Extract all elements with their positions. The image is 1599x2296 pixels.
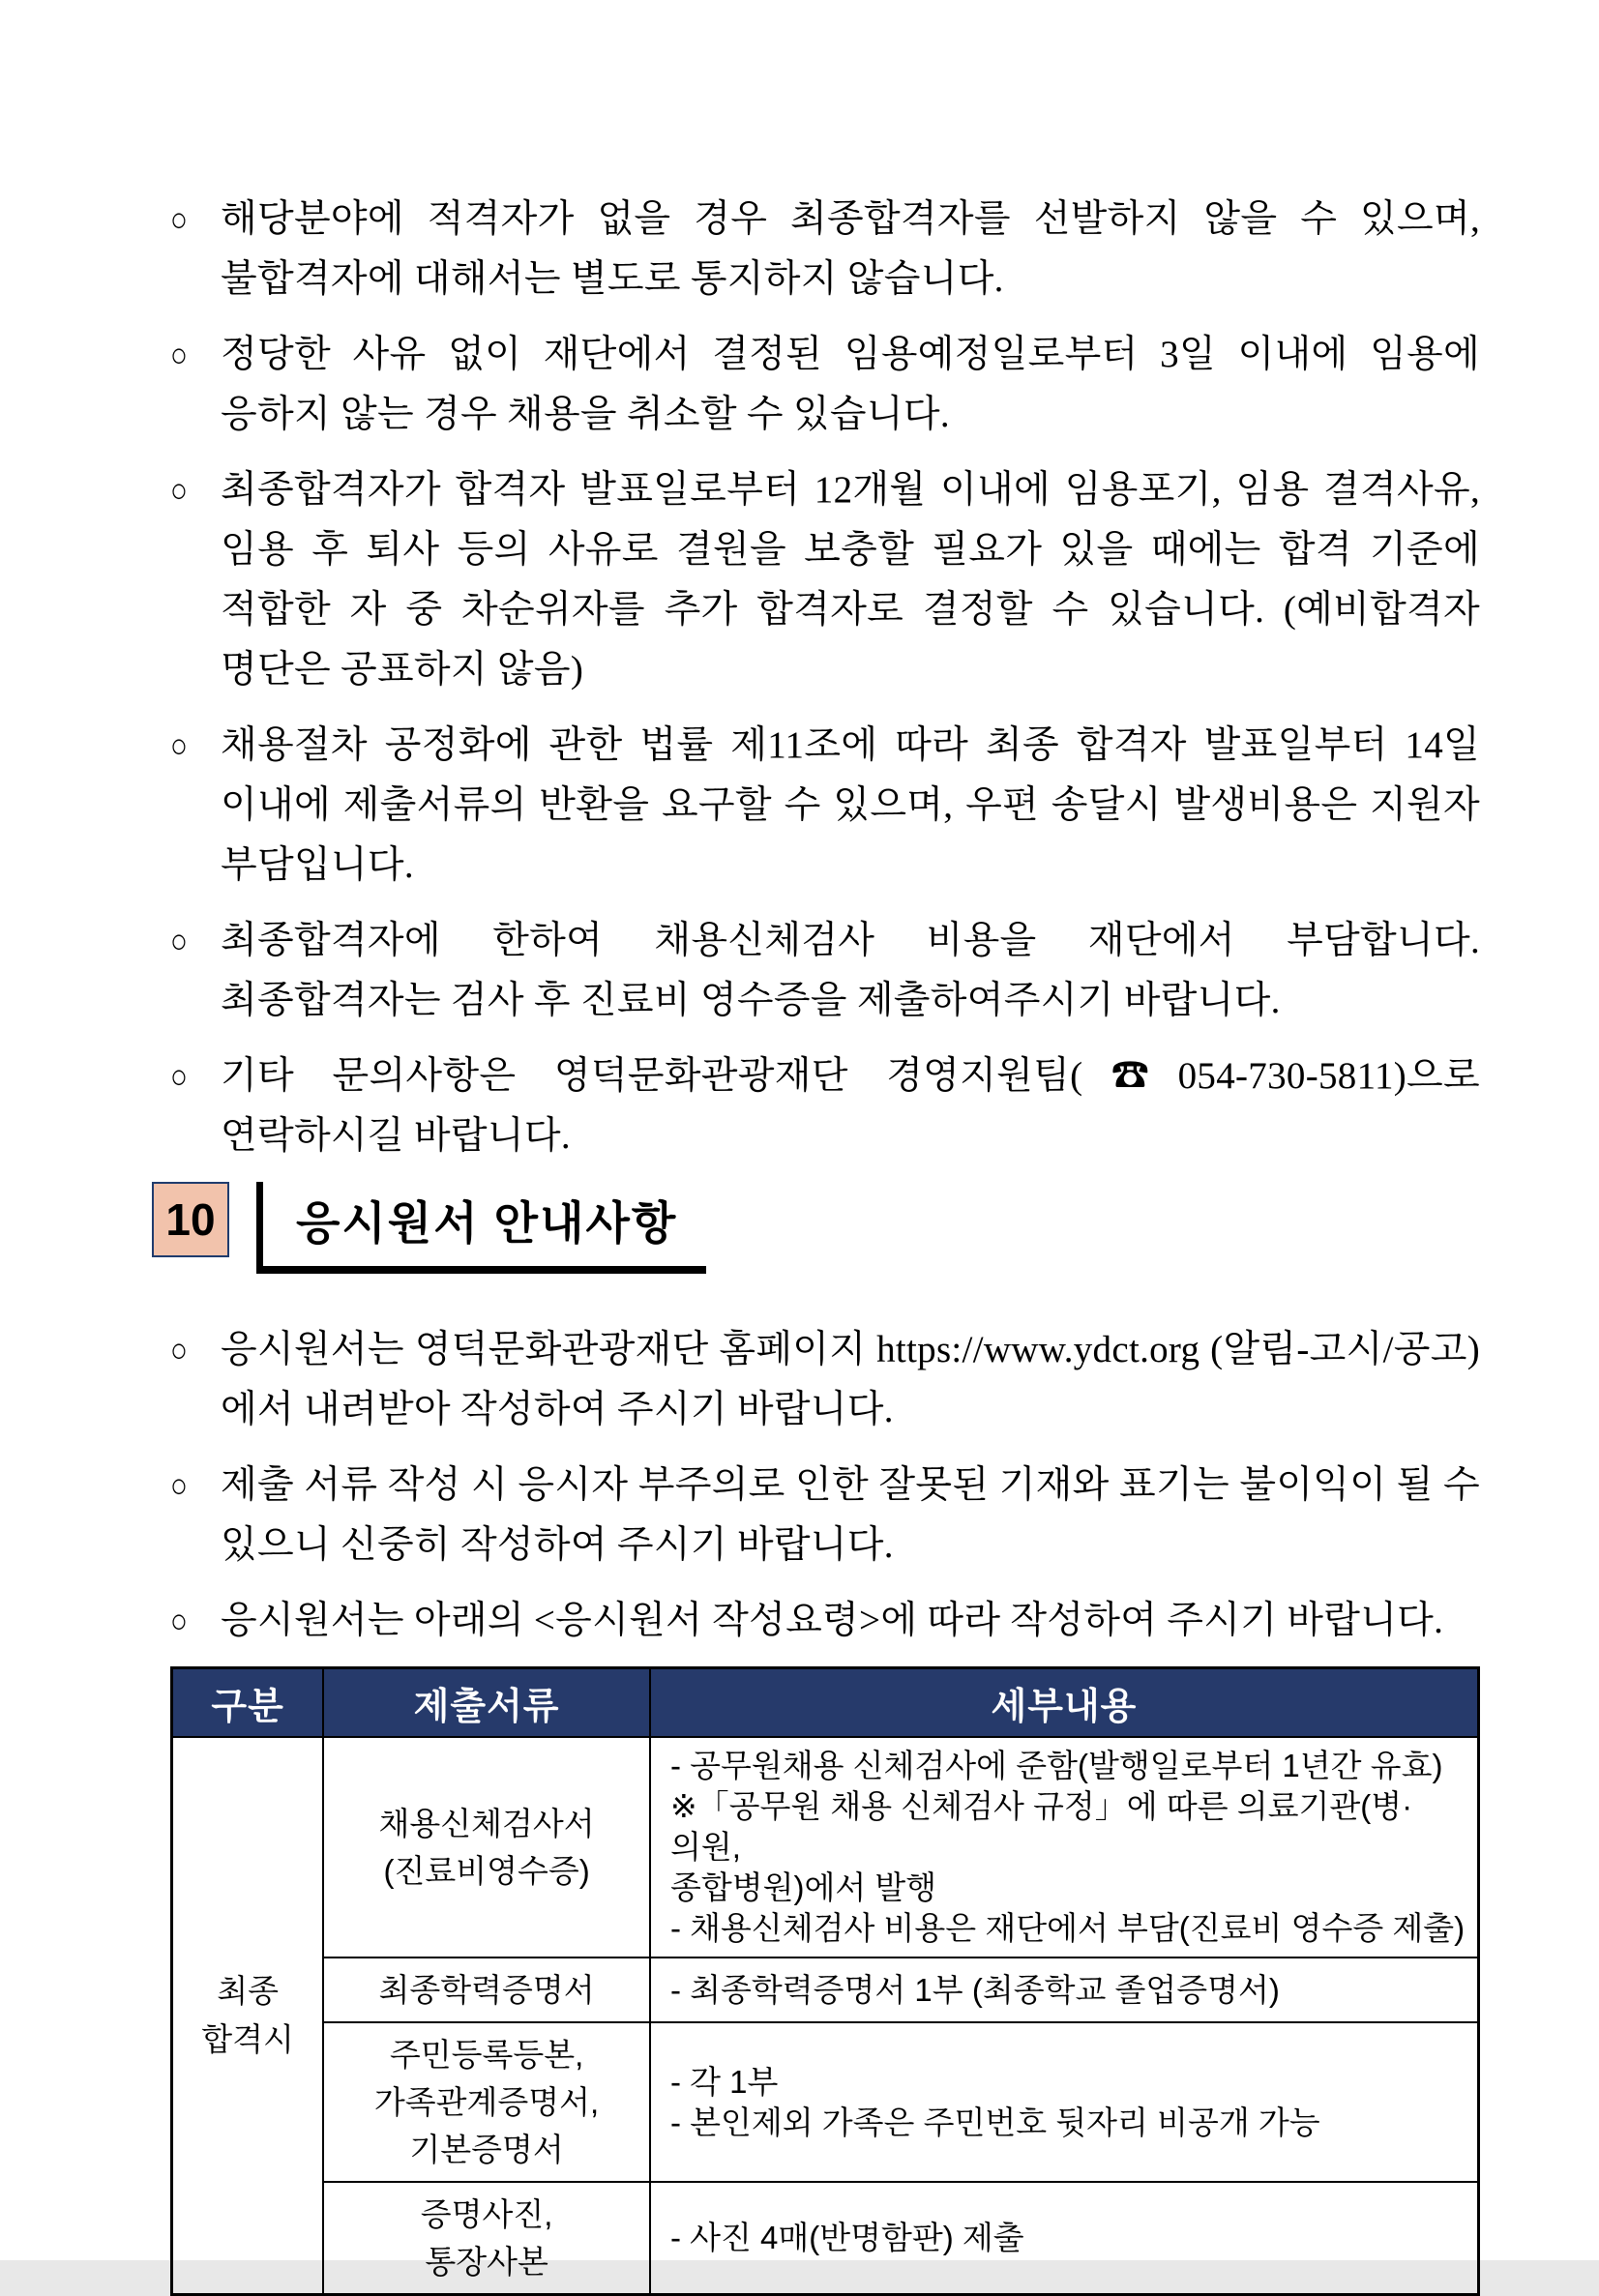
table-cell-document	[323, 2182, 650, 2295]
table-cell-details	[650, 2022, 1479, 2182]
instruction-item	[170, 1591, 1480, 1651]
section-number: 10	[165, 1194, 216, 1245]
instruction-text: 응시원서는 영덕문화관광재단 홈페이지 https://www.ydct.org (알림-고시/공고)에서 내려받아 작성하여 주시기 바랍니다.	[221, 1329, 1480, 1430]
table-row	[172, 1737, 1479, 1957]
document-line: 가족관계증명서,	[373, 2084, 600, 2120]
table-header-documents: 제출서류	[323, 1668, 650, 1738]
circle-bullet-icon: ○	[170, 922, 188, 960]
section-title: 응시원서 안내사항	[263, 1182, 706, 1274]
notice-text: 정당한 사유 없이 재단에서 결정된 임용예정일로부터 3일 이내에 임용에 응하지 않는 경우 채용을 취소할 수 있습니다.	[221, 334, 1480, 435]
section-title-rule	[256, 1182, 706, 1274]
circle-bullet-icon: ○	[170, 1057, 188, 1096]
table-header-details: 세부내용	[650, 1668, 1479, 1738]
circle-bullet-icon: ○	[170, 200, 188, 239]
notice-text: 기타 문의사항은 영덕문화관광재단 경영지원팀(☎054-730-5811)으로 연락하시길 바랍니다.	[221, 1055, 1480, 1157]
notice-text: 최종합격자가 합격자 발표일로부터 12개월 이내에 임용포기, 임용 결격사유, 임용 후 퇴사 등의 사유로 결원을 보충할 필요가 있을 때에는 합격 기준에 적합한 자 중 차순위자를 추가 합격자로 결정할 수 있습니다. (예비합격자 명단은 공표하지 않음)	[221, 469, 1480, 691]
circle-bullet-icon: ○	[170, 471, 188, 510]
table-cell-details	[650, 1957, 1479, 2022]
instruction-text: 제출 서류 작성 시 응시자 부주의로 인한 잘못된 기재와 표기는 불이익이 될 수 있으니 신중히 작성하여 주시기 바랍니다.	[221, 1464, 1480, 1566]
detail-line: - 최종학력증명서 1부 (최종학교 졸업증명서)	[669, 1971, 1280, 2008]
detail-line: - 채용신체검사 비용은 재단에서 부담(진료비 영수증 제출)	[669, 1910, 1466, 1946]
circle-bullet-icon: ○	[170, 1331, 188, 1369]
document-line: 기본증명서	[409, 2132, 564, 2167]
notice-item	[170, 325, 1480, 445]
instruction-item	[170, 1456, 1480, 1575]
notice-text: 해당분야에 적격자가 없을 경우 최종합격자를 선발하지 않을 수 있으며, 불합격자에 대해서는 별도로 통지하지 않습니다.	[221, 198, 1480, 300]
notice-item	[170, 190, 1480, 309]
section-number-badge	[152, 1182, 229, 1257]
detail-line: - 사진 4매(반명함판) 제출	[669, 2220, 1024, 2255]
table-cell-details	[650, 1737, 1479, 1957]
table-cell-details	[650, 2182, 1479, 2295]
circle-bullet-icon: ○	[170, 1466, 188, 1505]
table-row	[172, 1957, 1479, 2022]
document-line: 채용신체검사서	[378, 1806, 595, 1841]
table-header-category: 구분	[172, 1668, 324, 1738]
notice-item	[170, 1046, 1480, 1166]
table-header-row	[172, 1668, 1479, 1738]
section-header	[152, 1182, 1480, 1274]
instruction-item	[170, 1320, 1480, 1440]
table-row	[172, 2022, 1479, 2182]
document-line: 주민등록등본,	[389, 2037, 584, 2073]
notice-list	[170, 190, 1480, 1166]
notice-text: 채용절차 공정화에 관한 법률 제11조에 따라 최종 합격자 발표일부터 14일 이내에 제출서류의 반환을 요구할 수 있으며, 우편 송달시 발생비용은 지원자 부담입니다.	[221, 724, 1480, 886]
table-cell-document	[323, 1957, 650, 2022]
group-label-line: 합격시	[201, 2021, 294, 2057]
circle-bullet-icon: ○	[170, 726, 188, 765]
document-line: 최종학력증명서	[378, 1972, 595, 2008]
table-cell-group	[172, 1737, 324, 2295]
detail-line: 종합병원)에서 발행	[669, 1869, 937, 1905]
table-cell-document	[323, 1737, 650, 1957]
document-line: (진료비영수증)	[383, 1853, 590, 1889]
document-line: 증명사진,	[420, 2196, 553, 2232]
detail-line: - 공무원채용 신체검사에 준함(발행일로부터 1년간 유효)	[669, 1748, 1443, 1783]
document-line: 통장사본	[425, 2244, 548, 2280]
detail-line: - 본인제외 가족은 주민번호 뒷자리 비공개 가능	[669, 2104, 1320, 2140]
detail-line: ※「공무원 채용 신체검사 규정」에 따른 의료기관(병·의원,	[669, 1788, 1413, 1865]
notice-item	[170, 911, 1480, 1031]
submission-table	[170, 1666, 1480, 2296]
group-label-line: 최종	[217, 1973, 279, 2009]
instruction-list	[170, 1320, 1480, 1651]
table-cell-document	[323, 2022, 650, 2182]
notice-item	[170, 460, 1480, 700]
circle-bullet-icon: ○	[170, 1602, 188, 1640]
table-row	[172, 2182, 1479, 2295]
notice-text: 최종합격자에 한하여 채용신체검사 비용을 재단에서 부담합니다. 최종합격자는 검사 후 진료비 영수증을 제출하여주시기 바랍니다.	[221, 920, 1480, 1021]
instruction-text: 응시원서는 아래의 <응시원서 작성요령>에 따라 작성하여 주시기 바랍니다.	[221, 1600, 1444, 1641]
notice-item	[170, 716, 1480, 896]
circle-bullet-icon: ○	[170, 336, 188, 374]
detail-line: - 각 1부	[669, 2063, 779, 2100]
